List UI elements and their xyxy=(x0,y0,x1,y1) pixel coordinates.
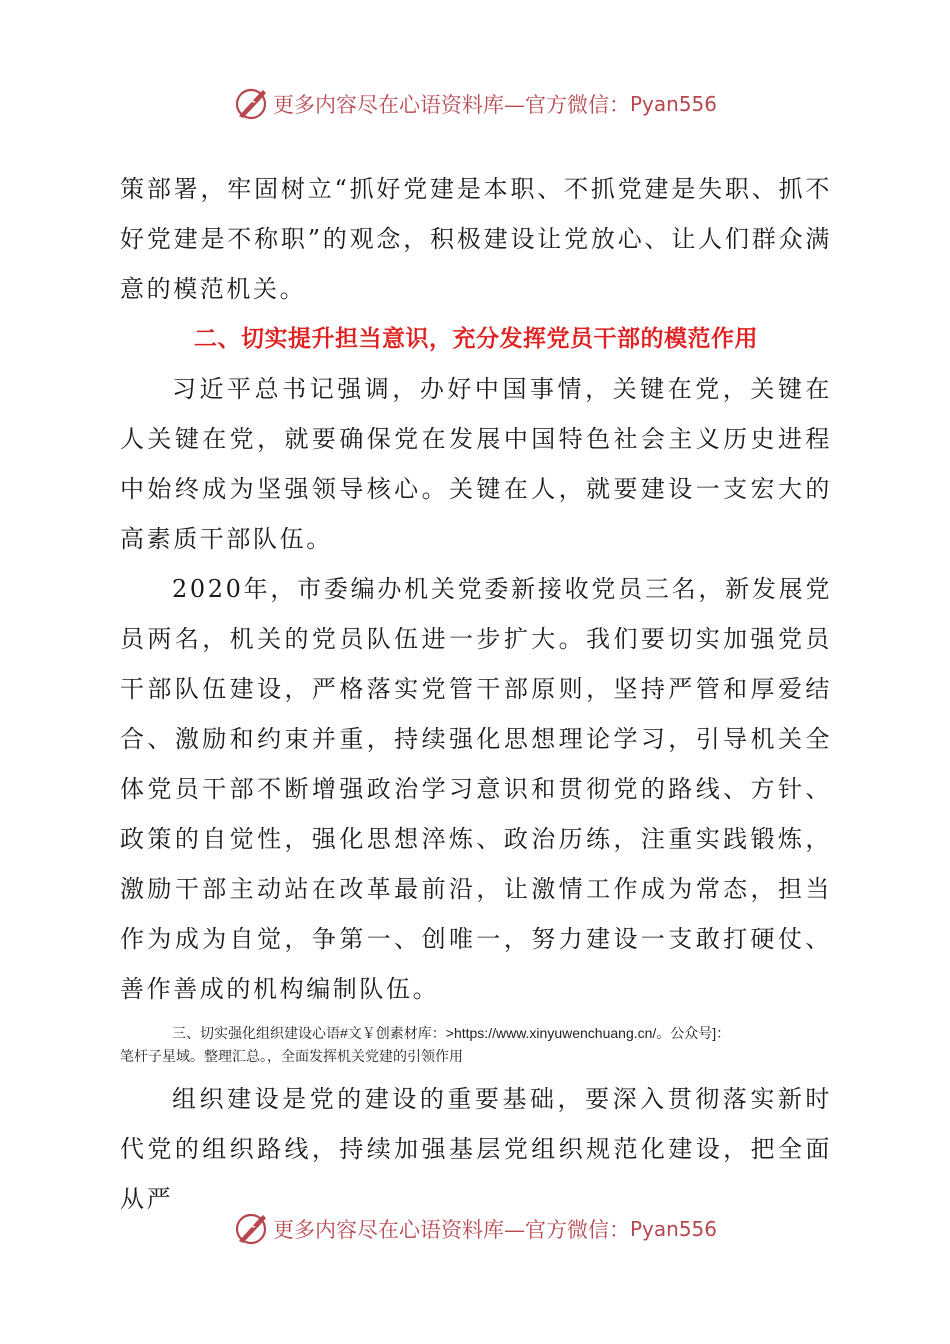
banner-wechat-id: Pyan556 xyxy=(629,92,717,116)
document-body xyxy=(120,164,832,1224)
paragraph-1: 策部署，牢固树立“抓好党建是本职、不抓党建是失职、抓不好党建是不称职”的观念，积极建设让党放心、让人们群众满意的模范机关。 xyxy=(120,175,832,303)
banner-text: 更多内容尽在心语资料库—官方微信： xyxy=(272,1218,630,1242)
banner-text: 更多内容尽在心语资料库—官方微信： xyxy=(272,93,630,117)
note-line-2: 笔杆子星域。整理汇总。，全面发挥机关党建的引领作用 xyxy=(120,1048,463,1064)
paragraph-2: 习近平总书记强调，办好中国事情，关键在党，关键在人关键在党，就要确保党在发展中国特色社会主义历史进程中始终成为坚强领导核心。关键在人，就要建设一支宏大的高素质干部队伍。 xyxy=(120,375,832,553)
pen-circle-logo-icon xyxy=(233,86,269,122)
section-heading-2: 二、切实提升担当意识，充分发挥党员干部的模范作用 xyxy=(194,326,758,352)
paragraph-4: 组织建设是党的建设的重要基础，要深入贯彻落实新时代党的组织路线，持续加强基层党组织规范化建设，把全面从严 xyxy=(120,1085,832,1213)
banner-wechat-id: Pyan556 xyxy=(629,1217,717,1241)
footer-banner xyxy=(0,1207,950,1251)
section-heading-3-note xyxy=(120,1022,832,1068)
note-line-1: 三、切实强化组织建设心语#文￥创素材库：>https://www.xinyuwenchuang.cn/。公众号]： xyxy=(172,1025,731,1041)
paragraph-3: 2020年，市委编办机关党委新接收党员三名，新发展党员两名，机关的党员队伍进一步扩大。我们要切实加强党员干部队伍建设，严格落实党管干部原则，坚持严管和厚爱结合、激励和约束并重，持续强化思想理论学习，引导机关全体党员干部不断增强政治学习意识和贯彻党的路线、方针、政策的自觉性，强化思想淬炼、政治历练，注重实践锻炼，激励干部主动站在改革最前沿，让激情工作成为常态，担当作为成为自觉，争第一、创唯一，努力建设一支敢打硬仗、善作善成的机构编制队伍。 xyxy=(120,575,832,1003)
pen-circle-logo-icon xyxy=(233,1211,269,1247)
header-banner xyxy=(0,82,950,126)
